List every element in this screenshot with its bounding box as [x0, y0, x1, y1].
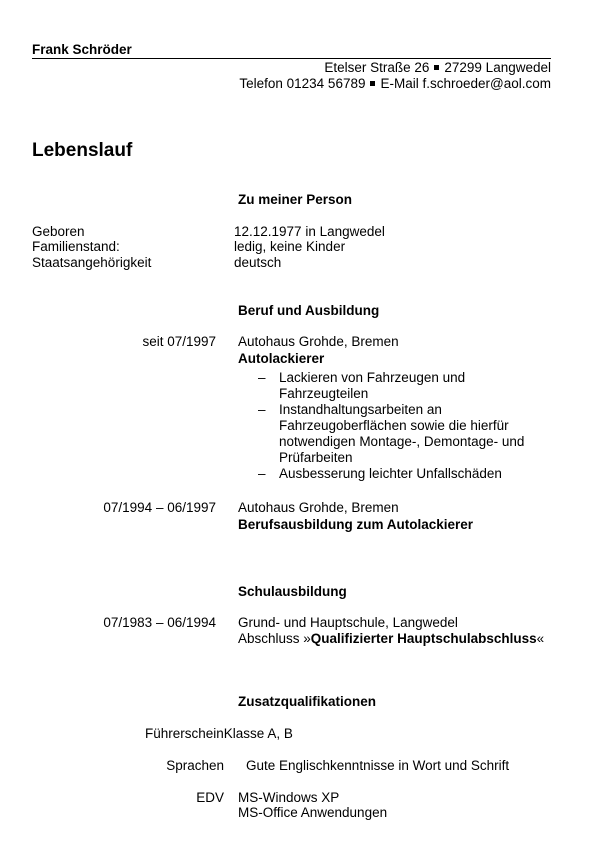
- task-text: Ausbesserung leichter Unfallschäden: [279, 466, 502, 481]
- address-line: [324, 60, 551, 76]
- drivers-license-value: Klasse A, B: [223, 726, 293, 741]
- entry-date: 07/1994 – 06/1997: [103, 500, 216, 515]
- drivers-license-row: [145, 726, 293, 742]
- it-value-2: MS-Office Anwendungen: [238, 805, 388, 820]
- label-nationality: Staatsangehörigkeit: [32, 255, 152, 270]
- dash-icon: –: [258, 466, 266, 481]
- label-marital-status: Familienstand:: [32, 239, 120, 254]
- page-title: Lebenslauf: [32, 140, 133, 161]
- dash-icon: –: [258, 402, 266, 417]
- entry-company: Autohaus Grohde, Bremen: [238, 334, 399, 349]
- languages-label: Sprachen: [166, 758, 224, 773]
- task-item: [258, 466, 548, 482]
- value-born: 12.12.1977 in Langwedel: [234, 224, 385, 239]
- section-heading-career: Beruf und Ausbildung: [238, 303, 380, 318]
- value-nationality: deutsch: [234, 255, 282, 270]
- city: 27299 Langwedel: [444, 60, 551, 75]
- degree-suffix: «: [536, 631, 545, 646]
- drivers-license-label: Führerschein: [145, 726, 224, 741]
- entry-company: Autohaus Grohde, Bremen: [238, 500, 399, 515]
- degree-title: Qualifizierter Hauptschulabschluss: [310, 631, 537, 646]
- school-name: Grund- und Hauptschule, Langwedel: [238, 615, 458, 630]
- section-heading-person: Zu meiner Person: [238, 192, 353, 207]
- degree-prefix: Abschluss »: [238, 631, 311, 646]
- task-list: [258, 370, 548, 482]
- task-text: Instandhaltungsarbeiten an Fahrzeugoberflächen sowie die hierfür notwendigen Montage-, Demontage- und Prüfarbeiten: [279, 402, 525, 465]
- applicant-name: Frank Schröder: [32, 42, 132, 57]
- dash-icon: –: [258, 370, 266, 385]
- section-heading-qualifications: Zusatzqualifikationen: [238, 694, 377, 709]
- school-date: 07/1983 – 06/1994: [103, 615, 216, 630]
- task-item: [258, 370, 548, 402]
- section-heading-school: Schulausbildung: [238, 584, 347, 599]
- label-born: Geboren: [32, 224, 85, 239]
- entry-position: Autolackierer: [238, 351, 325, 366]
- bullet-square-icon: [434, 65, 439, 70]
- bullet-square-icon: [370, 81, 375, 86]
- languages-value: Gute Englischkenntnisse in Wort und Schrift: [246, 758, 510, 773]
- entry-date: seit 07/1997: [142, 334, 216, 349]
- email: E-Mail f.schroeder@aol.com: [380, 76, 551, 91]
- task-item: [258, 402, 548, 466]
- header-divider: [32, 58, 551, 59]
- phone: Telefon 01234 56789: [239, 76, 366, 91]
- entry-position: Berufsausbildung zum Autolackierer: [238, 517, 474, 532]
- contact-line: [239, 76, 551, 92]
- street: Etelser Straße 26: [324, 60, 430, 75]
- task-text: Lackieren von Fahrzeugen und Fahrzeugteilen: [279, 370, 466, 401]
- it-value-1: MS-Windows XP: [238, 790, 340, 805]
- value-marital-status: ledig, keine Kinder: [234, 239, 346, 254]
- school-degree: [238, 631, 544, 647]
- it-label: EDV: [196, 790, 224, 805]
